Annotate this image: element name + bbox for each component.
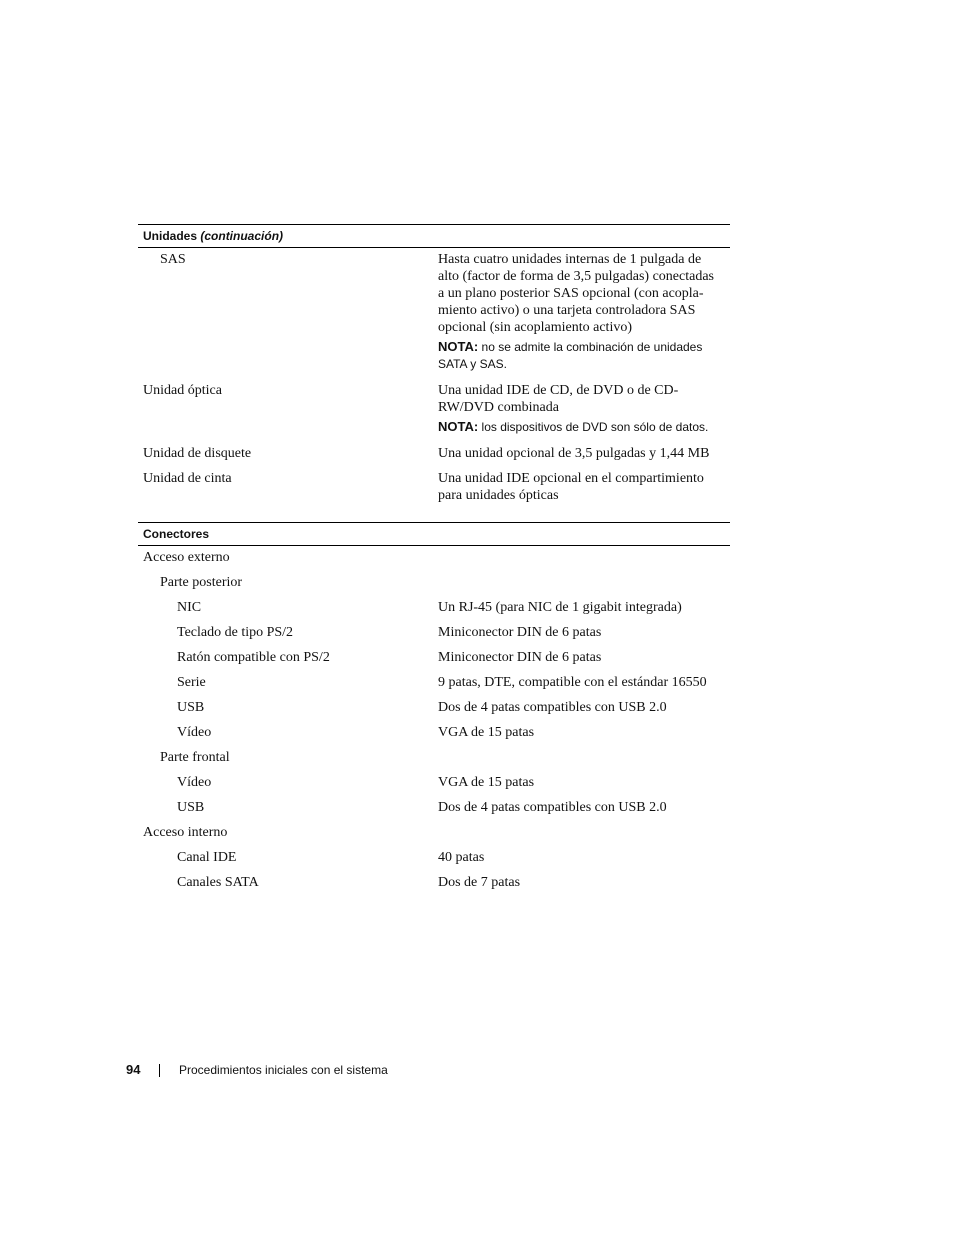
note-text: no se admite la combinación de unidades SATA y SAS. — [438, 340, 703, 371]
row-desc-ide: 40 patas — [438, 850, 485, 865]
row-label-cinta: Unidad de cinta — [143, 471, 232, 486]
row-desc-serie: 9 patas, DTE, compatible con el estándar 16550 — [438, 675, 707, 690]
note-label: NOTA: — [438, 419, 479, 434]
row-label-video-posterior: Vídeo — [177, 725, 212, 740]
desc-text: Una unidad IDE de CD, de DVD o de CD-RW/DVD combinada — [438, 383, 679, 415]
row-label-disquete: Unidad de disquete — [143, 446, 252, 461]
row-desc-sas — [438, 251, 723, 373]
subgroup-label-frontal: Parte frontal — [160, 750, 230, 765]
row-desc-usb-posterior: Dos de 4 patas compatibles con USB 2.0 — [438, 700, 667, 715]
row-desc-raton: Miniconector DIN de 6 patas — [438, 650, 602, 665]
subgroup-label-posterior: Parte posterior — [160, 575, 243, 590]
row-label-usb-frontal: USB — [177, 800, 205, 815]
row-desc-usb-frontal: Dos de 4 patas compatibles con USB 2.0 — [438, 800, 667, 815]
section-heading-conectores — [138, 522, 730, 546]
note-label: NOTA: — [438, 339, 479, 354]
row-desc-teclado: Miniconector DIN de 6 patas — [438, 625, 602, 640]
row-desc-cinta: Una unidad IDE opcional en el compartimiento para unidades ópticas — [438, 471, 704, 503]
row-desc-optica — [438, 382, 709, 436]
row-label-optica: Unidad óptica — [143, 383, 222, 398]
footer-separator — [159, 1064, 160, 1077]
row-desc-nic: Un RJ-45 (para NIC de 1 gigabit integrada) — [438, 600, 682, 615]
row-label-sas: SAS — [160, 252, 186, 267]
row-label-serie: Serie — [177, 675, 206, 690]
note — [438, 338, 723, 373]
note — [438, 418, 709, 436]
row-label-ide: Canal IDE — [177, 850, 237, 865]
row-label-teclado: Teclado de tipo PS/2 — [177, 625, 294, 640]
desc-text: Hasta cuatro unidades internas de 1 pulgada de alto (factor de forma de 3,5 pulgadas) conectadas a un plano posterior SAS opcional (con acopla-miento activo) o una tarjeta controladora SAS opcional (sin acoplamiento activo) — [438, 252, 714, 335]
row-desc-disquete: Una unidad opcional de 3,5 pulgadas y 1,44 MB — [438, 446, 710, 461]
group-label-interno: Acceso interno — [143, 825, 228, 840]
note-text: los dispositivos de DVD son sólo de datos. — [481, 420, 709, 434]
footer-title: Procedimientos iniciales con el sistema — [179, 1063, 388, 1077]
section-title-continued: (continuación) — [200, 229, 284, 243]
row-desc-video-frontal: VGA de 15 patas — [438, 775, 535, 790]
section-heading-unidades — [138, 224, 730, 248]
row-desc-sata: Dos de 7 patas — [438, 875, 521, 890]
row-desc-video-posterior: VGA de 15 patas — [438, 725, 535, 740]
page-number: 94 — [126, 1062, 141, 1077]
section-title: Conectores — [143, 527, 210, 541]
group-label-externo: Acceso externo — [143, 550, 230, 565]
row-label-nic: NIC — [177, 600, 202, 615]
row-label-raton: Ratón compatible con PS/2 — [177, 650, 330, 665]
section-title: Unidades — [143, 229, 198, 243]
row-label-video-frontal: Vídeo — [177, 775, 212, 790]
row-label-usb-posterior: USB — [177, 700, 205, 715]
row-label-sata: Canales SATA — [177, 875, 259, 890]
